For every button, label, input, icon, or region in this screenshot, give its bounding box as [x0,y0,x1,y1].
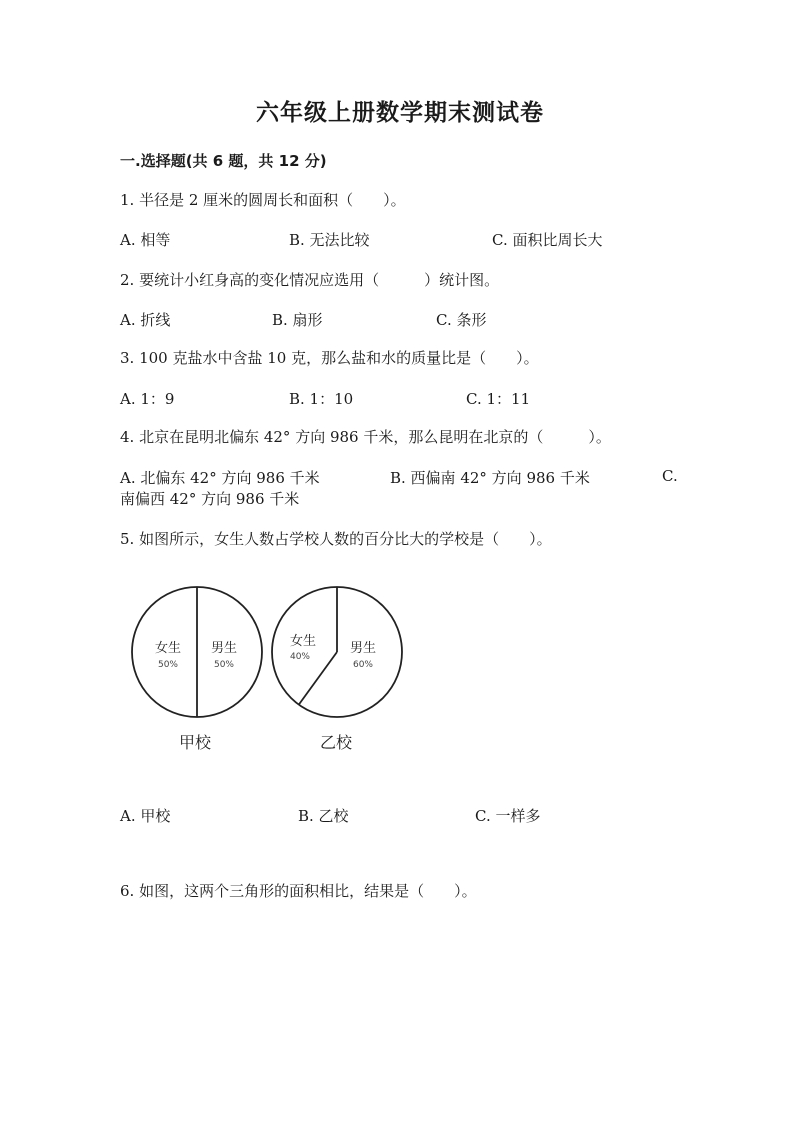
pie-yi-boys-percent: 60% [352,660,374,670]
q4-option-c-letter: C. [662,467,678,485]
pie-yi-caption: 乙校 [319,733,353,752]
section-heading: 一.选择题(共 6 题，共 12 分) [120,152,327,170]
question-3: 3. 100 克盐水中含盐 10 克，那么盐和水的质量比是（ ）。 [120,349,539,367]
pie-yi-girls-percent: 40% [289,652,311,662]
q4-option-a: A. 北偏东 42° 方向 986 千米 [120,469,320,487]
pie-jia-girls-label: 女生 [154,641,182,656]
q1-option-b: B. 无法比较 [289,231,370,249]
pie-yi-girls-label: 女生 [289,634,317,649]
q4-option-c-text: 南偏西 42° 方向 986 千米 [120,490,300,508]
page-title: 六年级上册数学期末测试卷 [256,100,544,126]
question-2: 2. 要统计小红身高的变化情况应选用（ ）统计图。 [120,271,500,289]
question-1: 1. 半径是 2 厘米的圆周长和面积（ ）。 [120,191,406,209]
q5-option-b: B. 乙校 [298,807,349,825]
q5-option-c: C. 一样多 [475,807,541,825]
q4-option-b: B. 西偏南 42° 方向 986 千米 [390,469,590,487]
pie-jia-caption: 甲校 [178,733,212,752]
q2-option-a: A. 折线 [120,311,171,329]
question-5: 5. 如图所示，女生人数占学校人数的百分比大的学校是（ ）。 [120,530,552,548]
pie-jia-boys-percent: 50% [213,660,235,670]
q3-option-c: C. 1：11 [466,390,531,408]
q2-option-c: C. 条形 [436,311,487,329]
pie-jia-girls-percent: 50% [157,660,179,670]
pie-yi [272,587,402,752]
question-4: 4. 北京在昆明北偏东 42° 方向 986 千米，那么昆明在北京的（ ）。 [120,428,611,446]
pie-yi-boys-label: 男生 [349,641,377,656]
question-6: 6. 如图，这两个三角形的面积相比，结果是（ ）。 [120,882,477,900]
q2-option-b: B. 扇形 [272,311,323,329]
q1-option-a: A. 相等 [120,231,171,249]
q3-option-a: A. 1：9 [120,390,175,408]
pie-jia-boys-label: 男生 [210,641,238,656]
q3-option-b: B. 1：10 [289,390,354,408]
q5-option-a: A. 甲校 [120,807,171,825]
pie-charts-svg [120,585,420,760]
pie-charts-figure [120,585,420,760]
pie-jia [132,587,262,752]
q1-option-c: C. 面积比周长大 [492,231,603,249]
